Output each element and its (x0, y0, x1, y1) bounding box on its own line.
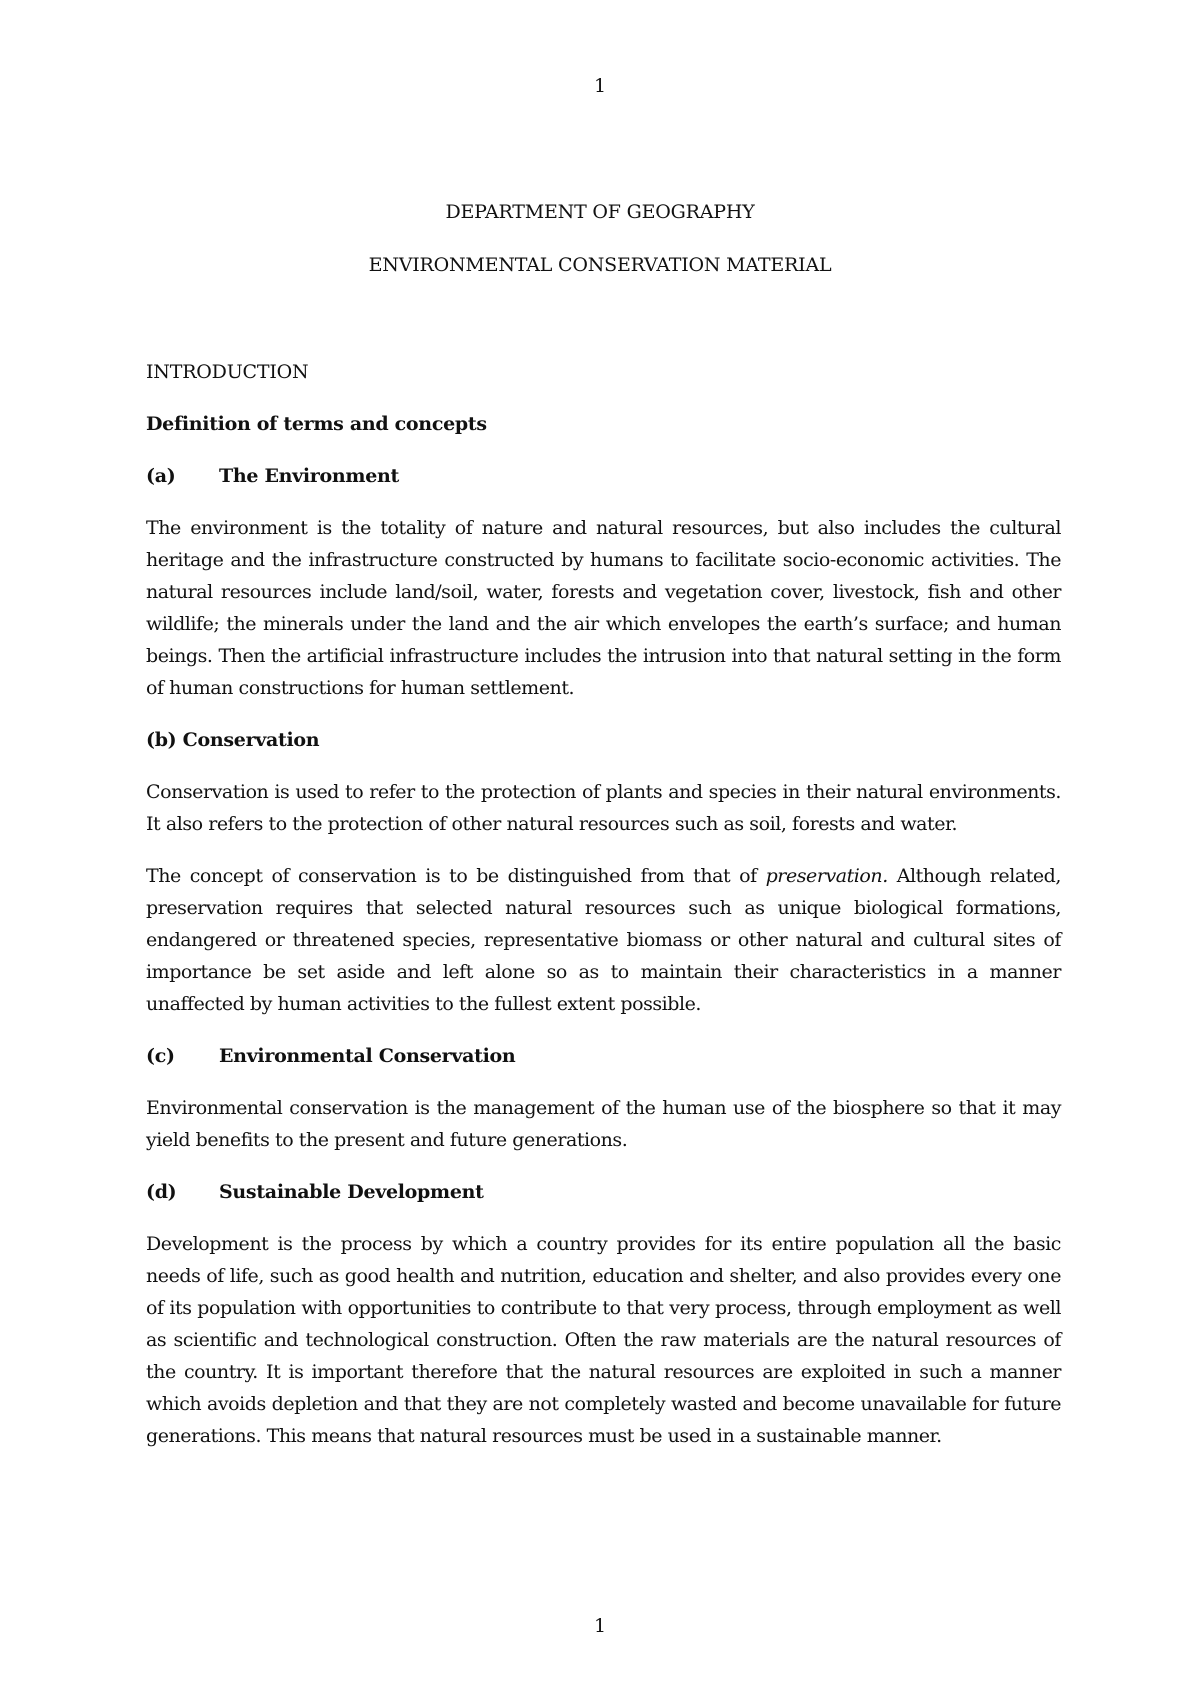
page-number-top: 1 (593, 75, 607, 97)
sustainable-development-paragraph: Development is the process by which a country provides for its entire population all the basic needs of life, such as good health and nutrition, education and shelter, and also provides every one of its population with opportunities to contribute to that very process, through employment as well as scientific and technological construction. Often the raw materials are the natural resources of the country. It is important therefore that the natural resources are exploited in such a manner which avoids depletion and that they are not completely wasted and become unavailable for future generations. This means that natural resources must be used in a sustainable manner. (146, 1233, 1061, 1447)
section-label: (c) (146, 1045, 175, 1067)
environmental-conservation-paragraph: Environmental conservation is the management of the human use of the biosphere so that it may yield benefits to the present and future generations. (146, 1097, 1061, 1151)
section-title: Environmental Conservation (219, 1045, 516, 1067)
page-number-bottom: 1 (593, 1615, 607, 1637)
section-heading-sustainable-development (146, 1176, 1061, 1208)
section-label: (a) (146, 465, 176, 487)
section-heading-conservation: (b) Conservation (146, 729, 320, 751)
environment-paragraph: The environment is the totality of nature and natural resources, but also includes the cultural heritage and the infrastructure constructed by humans to facilitate socio-economic activities. The natural resources include land/soil, water, forests and vegetation cover, livestock, fish and other wildlife; the minerals under the land and the air which envelopes the earth’s surface; and human beings. Then the artificial infrastructure includes the intrusion into that natural setting in the form of human constructions for human settlement. (146, 517, 1061, 699)
section-heading-environmental-conservation (146, 1040, 1061, 1072)
material-title: ENVIRONMENTAL CONSERVATION MATERIAL (368, 254, 832, 276)
section-heading-environment (146, 460, 1061, 492)
section-label: (d) (146, 1181, 177, 1203)
text-run: The concept of conservation is to be distinguished from that of (146, 865, 766, 887)
section-title: Sustainable Development (219, 1181, 484, 1203)
italic-term: preservation. (765, 865, 888, 887)
text-run: Although related, preservation requires that selected natural resources such as unique biological formations, endangered or threatened species, representative biomass or other natural and cultural sites of importance be set aside and left alone so as to maintain their characteristics in a manner unaffected by human activities to the fullest extent possible. (146, 865, 1061, 1015)
section-title: The Environment (219, 465, 399, 487)
introduction-heading: INTRODUCTION (146, 361, 309, 383)
definition-heading: Definition of terms and concepts (146, 413, 487, 435)
conservation-paragraph-1: Conservation is used to refer to the protection of plants and species in their natural environments. It also refers to the protection of other natural resources such as soil, forests and water. (146, 781, 1061, 835)
document-body (146, 356, 1061, 1472)
conservation-paragraph-2 (146, 860, 1061, 1020)
department-heading: DEPARTMENT OF GEOGRAPHY (445, 201, 755, 223)
